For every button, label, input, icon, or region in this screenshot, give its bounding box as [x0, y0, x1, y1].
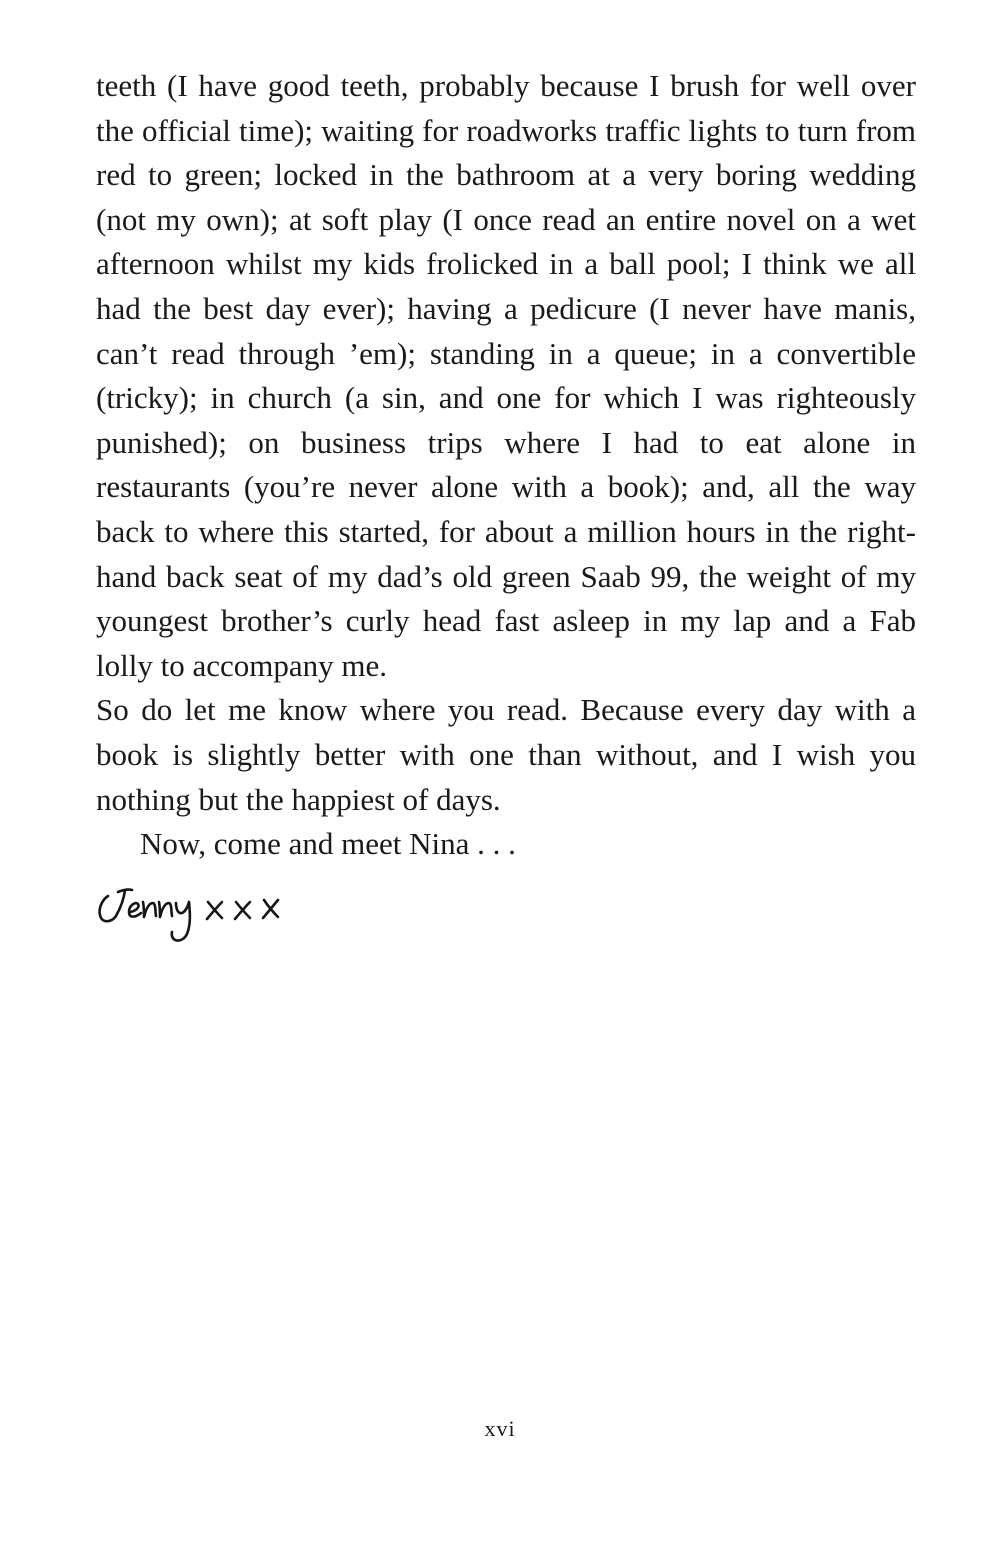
body-text [96, 64, 916, 867]
paragraph-let-me-know: So do let me know where you read. Because every day with a book is slightly better with one than without, and I wish you nothing but the happiest of days. [96, 692, 916, 817]
handwritten-signature [94, 876, 324, 956]
page-number: xvi [484, 1416, 516, 1441]
signature-image [94, 876, 324, 956]
paragraph-reading-places: teeth (I have good teeth, probably because I brush for well over the official time); waiting for roadworks traffic lights to turn from red to green; locked in the bathroom at a very boring wedding (not my own); at soft play (I once read an entire novel on a wet afternoon whilst my kids frolicked in a ball pool; I think we all had the best day ever); having a pedicure (I never have manis, can’t read through ’em); standing in a queue; in a convertible (tricky); in church (a sin, and one for which I was righteously punished); on business trips where I had to eat alone in restaurants (you’re never alone with a book); and, all the way back to where this started, for about a million hours in the right-hand back seat of my dad’s old green Saab 99, the weight of my youngest brother’s curly head fast asleep in my lap and a Fab lolly to accompany me. [96, 68, 916, 683]
paragraph-meet-nina: Now, come and meet Nina . . . [140, 826, 516, 862]
